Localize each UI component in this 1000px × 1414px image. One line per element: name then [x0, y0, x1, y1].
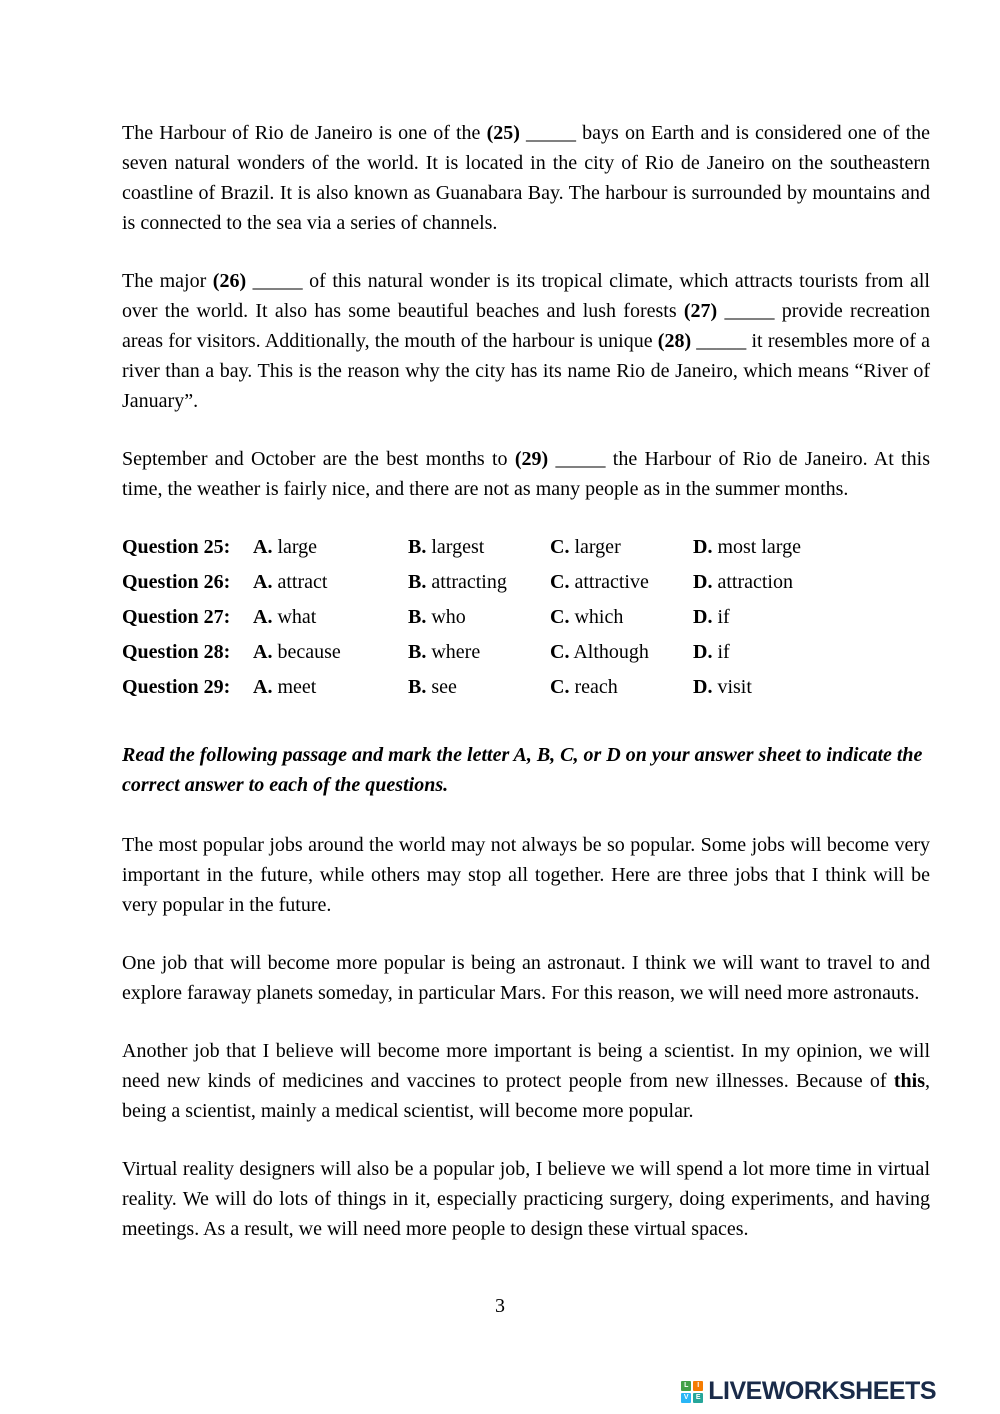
text-segment: _____ it resembles more of a river than a bay. This is the reason why the city has its name Rio de Janeiro, which means “River of January”. — [122, 330, 931, 412]
option-text: because — [277, 641, 341, 663]
passage2-paragraph-1 — [122, 830, 930, 920]
text-segment: The major — [122, 270, 213, 292]
question-label: Question 26: — [122, 571, 231, 593]
option-text: larger — [574, 536, 621, 558]
liveworksheets-brand: LIVEWORKSHEETS — [708, 1377, 936, 1405]
question-row-28 — [122, 637, 930, 667]
option-letter: D. — [693, 606, 713, 628]
passage2-paragraph-3 — [122, 1036, 930, 1126]
logo-square-i: I — [693, 1381, 703, 1391]
option-letter: C. — [550, 536, 570, 558]
bold-text-segment: (25) — [486, 122, 520, 144]
logo-square-l: L — [681, 1381, 691, 1391]
option-text: if — [717, 606, 730, 628]
option-a — [253, 602, 408, 632]
option-letter: C. — [550, 571, 570, 593]
section-instruction: Read the following passage and mark the letter A, B, C, or D on your answer sheet to indicate the correct answer to each of the questions. — [122, 744, 923, 796]
text-segment: September and October are the best months to — [122, 448, 515, 470]
option-a — [253, 637, 408, 667]
option-letter: A. — [253, 536, 273, 558]
option-d — [693, 532, 930, 562]
option-letter: D. — [693, 641, 713, 663]
liveworksheets-logo[interactable] — [681, 1379, 936, 1404]
option-d — [693, 672, 930, 702]
option-letter: A. — [253, 676, 273, 698]
option-text: attracting — [431, 571, 507, 593]
option-letter: D. — [693, 571, 713, 593]
option-text: attract — [277, 571, 328, 593]
text-segment: _____ the Harbour of Rio de Janeiro. At this time, the weather is fairly nice, and there are not as many people as in the summer months. — [122, 448, 930, 500]
option-letter: C. — [550, 676, 570, 698]
text-segment: One job that will become more popular is being an astronaut. I think we will want to travel to and explore faraway planets someday, in particular Mars. For this reason, we will need more astronauts. — [122, 952, 930, 1004]
questions-table — [122, 532, 930, 702]
text-segment: The Harbour of Rio de Janeiro is one of the — [122, 122, 487, 144]
question-row-25 — [122, 532, 930, 562]
option-letter: B. — [408, 676, 427, 698]
question-label: Question 28: — [122, 641, 231, 663]
option-letter: A. — [253, 571, 273, 593]
option-text: Although — [573, 641, 649, 663]
option-d — [693, 637, 930, 667]
question-label: Question 25: — [122, 536, 231, 558]
option-c — [550, 602, 693, 632]
passage1-paragraph-1 — [122, 118, 930, 238]
option-letter: D. — [693, 536, 713, 558]
option-text: large — [277, 536, 318, 558]
option-b — [408, 637, 550, 667]
passage1-paragraph-2 — [122, 266, 930, 416]
option-text: reach — [574, 676, 618, 698]
question-row-26 — [122, 567, 930, 597]
option-text: attraction — [717, 571, 793, 593]
passage2-paragraph-2 — [122, 948, 930, 1008]
option-c — [550, 672, 693, 702]
option-letter: D. — [693, 676, 713, 698]
option-letter: B. — [408, 571, 427, 593]
bold-text-segment: (26) — [212, 270, 247, 292]
question-label: Question 27: — [122, 606, 231, 628]
passage2-paragraph-4 — [122, 1154, 930, 1244]
option-d — [693, 602, 930, 632]
bold-text-segment: (29) — [514, 448, 549, 470]
bold-text-segment: (28) — [657, 330, 692, 352]
text-segment: , being a scientist, mainly a medical scientist, will become more popular. — [122, 1070, 930, 1122]
option-letter: A. — [253, 641, 273, 663]
text-segment: The most popular jobs around the world may not always be so popular. Some jobs will become very important in the future, while others may stop all together. Here are three jobs that I think will be very popular in the future. — [122, 834, 930, 916]
option-text: largest — [431, 536, 485, 558]
option-letter: B. — [408, 536, 427, 558]
question-row-27 — [122, 602, 930, 632]
passage1-paragraph-3 — [122, 444, 930, 504]
option-a — [253, 672, 408, 702]
text-segment: _____ bays on Earth and is considered one of the seven natural wonders of the world. It is located in the city of Rio de Janeiro on the southeastern coastline of Brazil. It is also known as Guanabara Bay. The harbour is surrounded by mountains and is connected to the sea via a series of channels. — [122, 122, 931, 234]
option-c — [550, 532, 693, 562]
text-segment: _____ provide recreation areas for visitors. Additionally, the mouth of the harbour is unique — [122, 300, 930, 352]
logo-square-e: E — [693, 1393, 703, 1403]
option-b — [408, 567, 550, 597]
question-label: Question 29: — [122, 676, 231, 698]
option-text: which — [574, 606, 624, 628]
option-text: most large — [717, 536, 801, 558]
bold-text-segment: (27) — [683, 300, 718, 322]
option-text: what — [277, 606, 317, 628]
option-letter: B. — [408, 641, 427, 663]
option-letter: A. — [253, 606, 273, 628]
question-row-29 — [122, 672, 930, 702]
option-a — [253, 567, 408, 597]
text-segment: _____ of this natural wonder is its tropical climate, which attracts tourists from all over the world. It also has some beautiful beaches and lush forests — [122, 270, 930, 322]
option-text: where — [431, 641, 481, 663]
option-d — [693, 567, 930, 597]
option-text: see — [431, 676, 457, 698]
option-c — [550, 567, 693, 597]
option-b — [408, 672, 550, 702]
option-text: attractive — [574, 571, 649, 593]
text-segment: Another job that I believe will become more important is being a scientist. In my opinion, we will need new kinds of medicines and vaccines to protect people from new illnesses. Because of — [122, 1040, 930, 1092]
option-text: meet — [277, 676, 317, 698]
bold-text-segment: this — [893, 1070, 925, 1092]
liveworksheets-logo-icon — [681, 1381, 703, 1403]
option-text: who — [431, 606, 466, 628]
option-text: visit — [717, 676, 752, 698]
option-letter: B. — [408, 606, 427, 628]
option-text: if — [717, 641, 730, 663]
option-b — [408, 532, 550, 562]
text-segment: Virtual reality designers will also be a popular job, I believe we will spend a lot more time in virtual reality. We will do lots of things in it, especially practicing surgery, doing experiments, and having meetings. As a result, we will need more people to design these virtual spaces. — [122, 1158, 930, 1240]
option-a — [253, 532, 408, 562]
option-letter: C. — [550, 641, 570, 663]
option-c — [550, 637, 693, 667]
option-letter: C. — [550, 606, 570, 628]
logo-square-v: V — [681, 1393, 691, 1403]
page-number: 3 — [495, 1295, 505, 1317]
option-b — [408, 602, 550, 632]
